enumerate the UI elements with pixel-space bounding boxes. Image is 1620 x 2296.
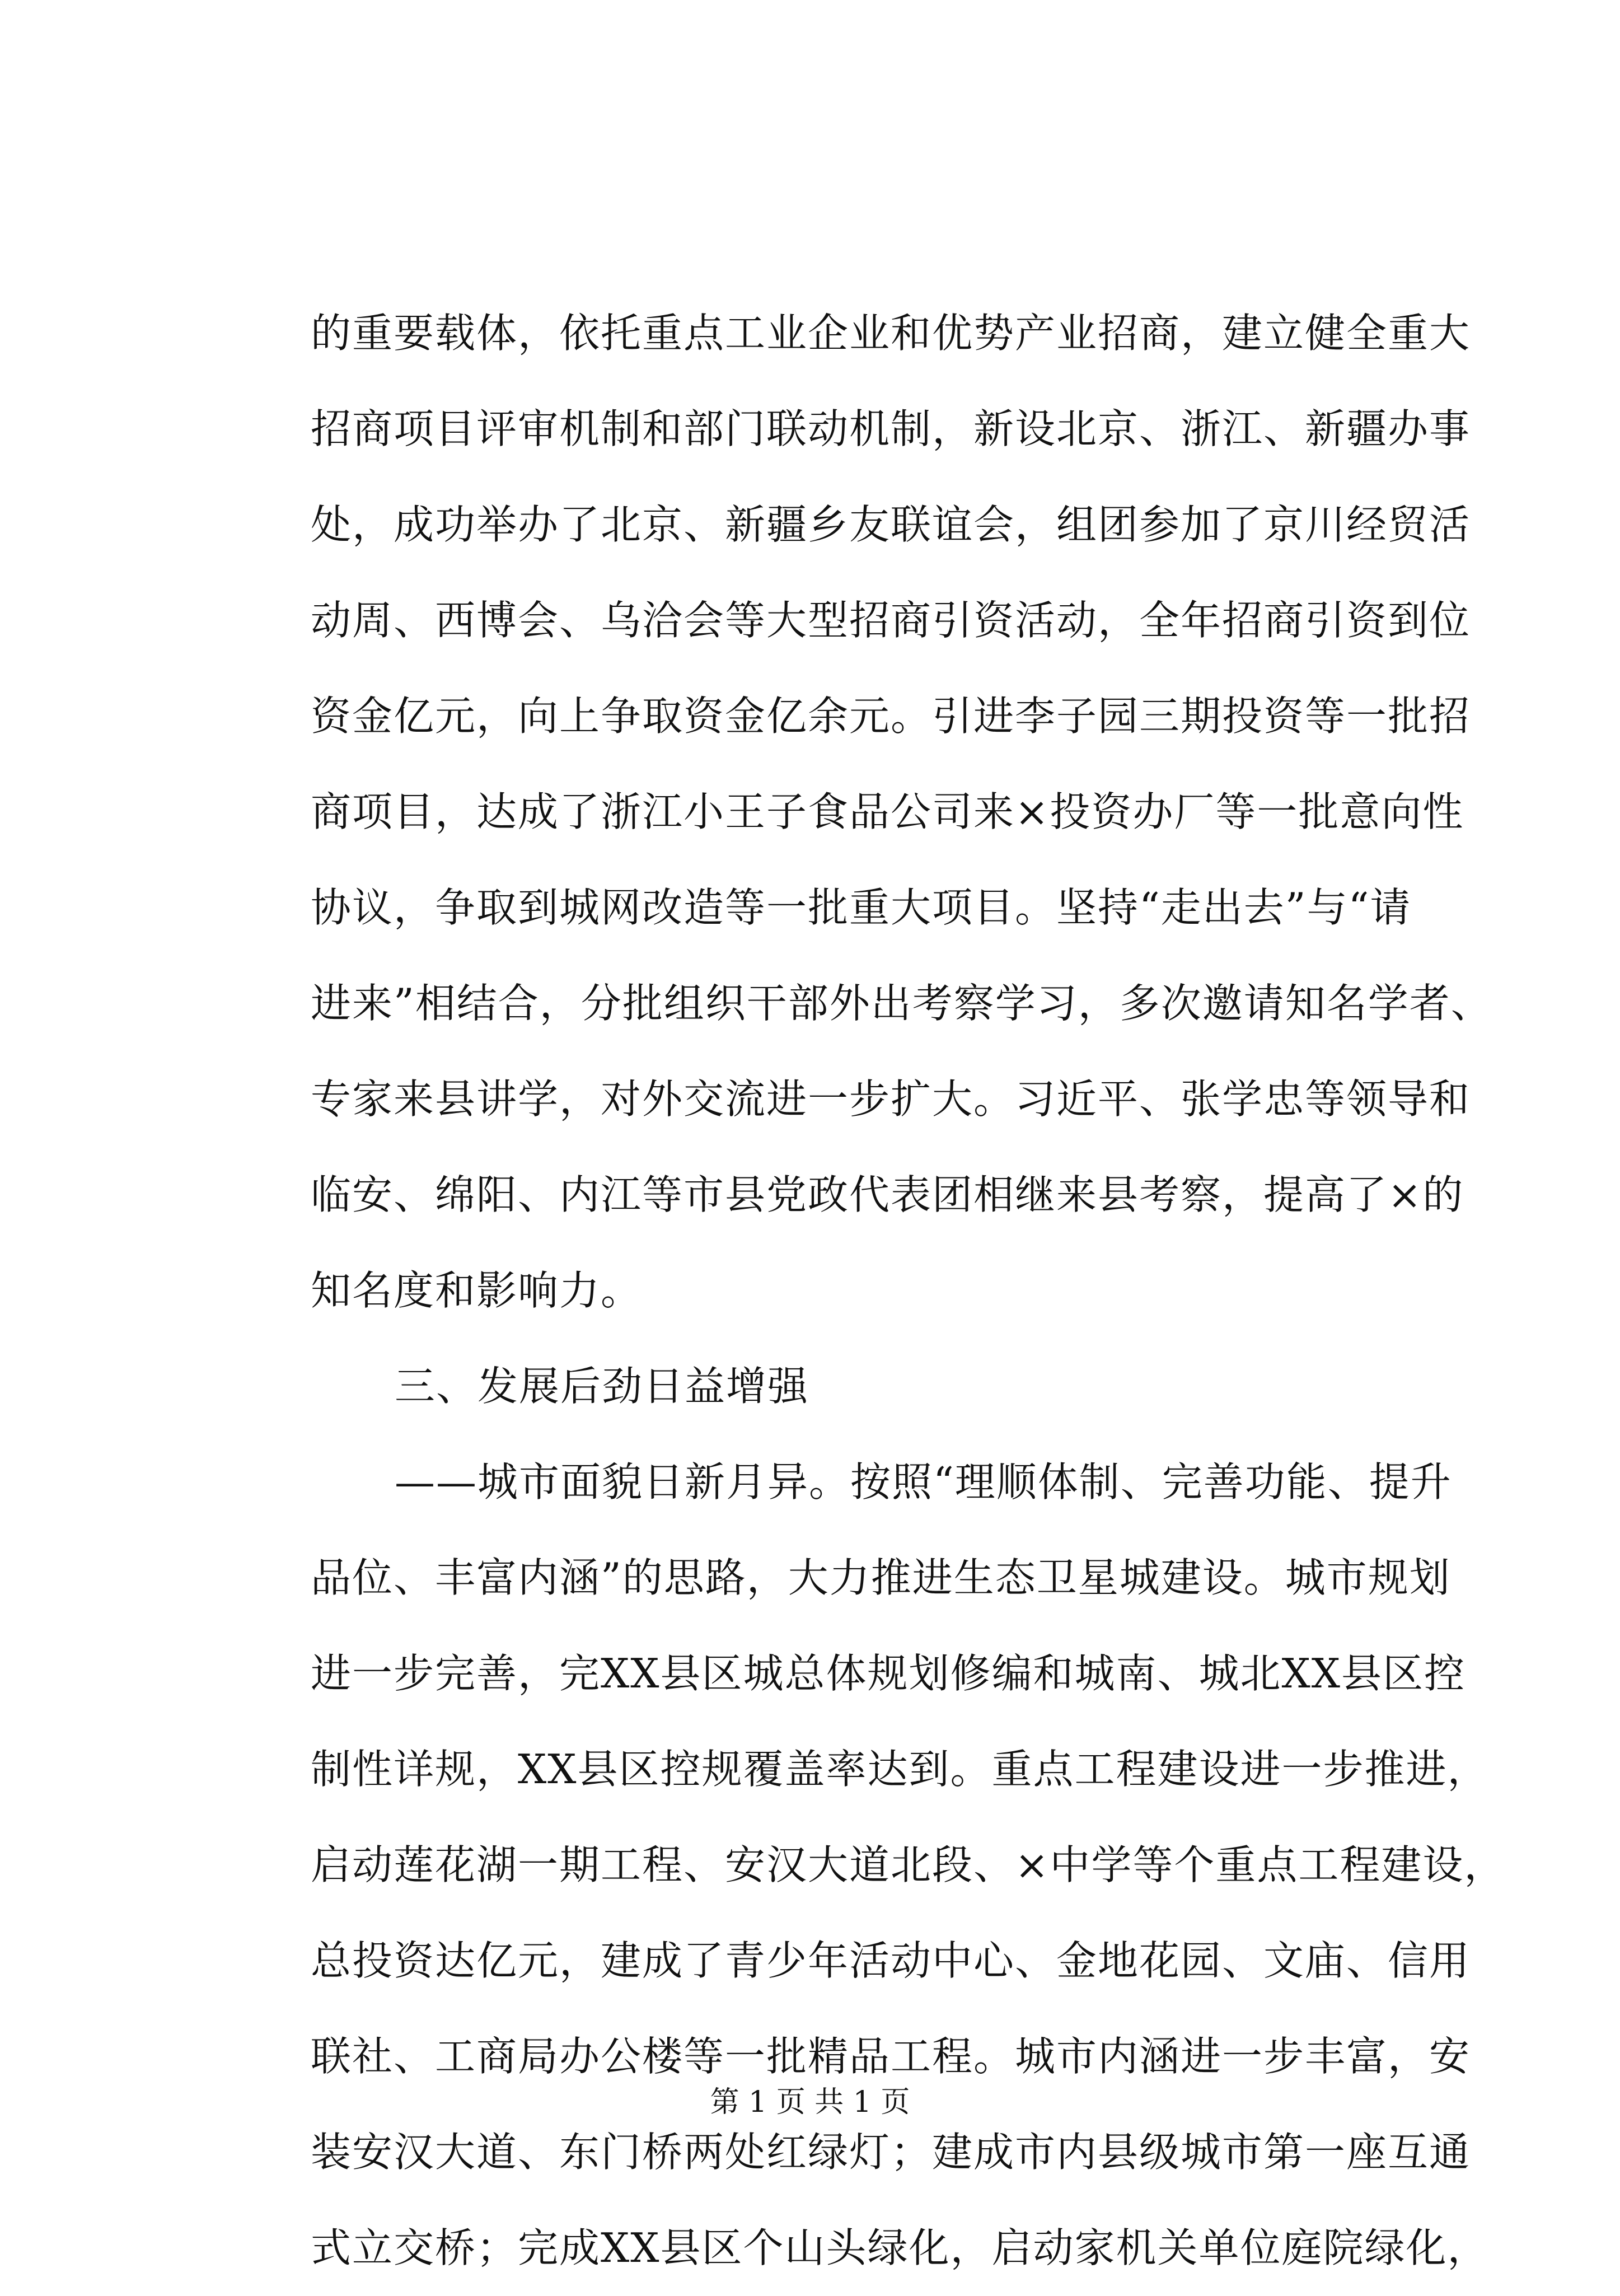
text-line: 招商项目评审机制和部门联动机制，新设北京、浙江、新疆办事	[311, 405, 1471, 452]
text-line: 总投资达亿元，建成了青少年活动中心、金地花园、文庙、信用	[311, 1937, 1471, 1984]
text-line: 商项目，达成了浙江小王子食品公司来×投资办厂等一批意向性	[311, 788, 1464, 835]
text-line: 装安汉大道、东门桥两处红绿灯；建成市内县级城市第一座互通	[311, 2129, 1471, 2176]
text-line: 进一步完善，完XX县区城总体规划修编和城南、城北XX县区控	[311, 1650, 1466, 1697]
section-heading: 三、发展后劲日益增强	[395, 1363, 809, 1410]
text-line: 制性详规，XX县区控规覆盖率达到。重点工程建设进一步推进，	[311, 1746, 1489, 1793]
text-line: 协议，争取到城网改造等一批重大项目。坚持“走出去”与“请	[311, 884, 1412, 931]
page-footer	[0, 2083, 1620, 2122]
text-line: 启动莲花湖一期工程、安汉大道北段、×中学等个重点工程建设，	[311, 1841, 1506, 1888]
text-line: 式立交桥；完成XX县区个山头绿化，启动家机关单位庭院绿化，	[311, 2224, 1489, 2271]
text-line: 知名度和影响力。	[311, 1267, 643, 1314]
text-line: 品位、丰富内涵”的思路，大力推进生态卫星城建设。城市规划	[311, 1554, 1451, 1601]
document-body	[311, 286, 1506, 2296]
text-line: 处，成功举办了北京、新疆乡友联谊会，组团参加了京川经贸活	[311, 501, 1471, 548]
page-number-label: 第 1 页 共 1 页	[710, 2085, 910, 2119]
text-line: 进来”相结合，分批组织干部外出考察学习，多次邀请知名学者、	[311, 980, 1492, 1027]
text-line: 动周、西博会、乌洽会等大型招商引资活动，全年招商引资到位	[311, 597, 1471, 644]
text-line: 的重要载体，依托重点工业企业和优势产业招商，建立健全重大	[311, 310, 1471, 357]
text-line: 联社、工商局办公楼等一批精品工程。城市内涵进一步丰富，安	[311, 2033, 1471, 2080]
text-line: ——城市面貌日新月异。按照“理顺体制、完善功能、提升	[395, 1458, 1452, 1505]
text-line: 临安、绵阳、内江等市县党政代表团相继来县考察，提高了×的	[311, 1171, 1464, 1218]
text-line: 资金亿元，向上争取资金亿余元。引进李子园三期投资等一批招	[311, 693, 1471, 740]
text-line: 专家来县讲学，对外交流进一步扩大。习近平、张学忠等领导和	[311, 1075, 1471, 1123]
